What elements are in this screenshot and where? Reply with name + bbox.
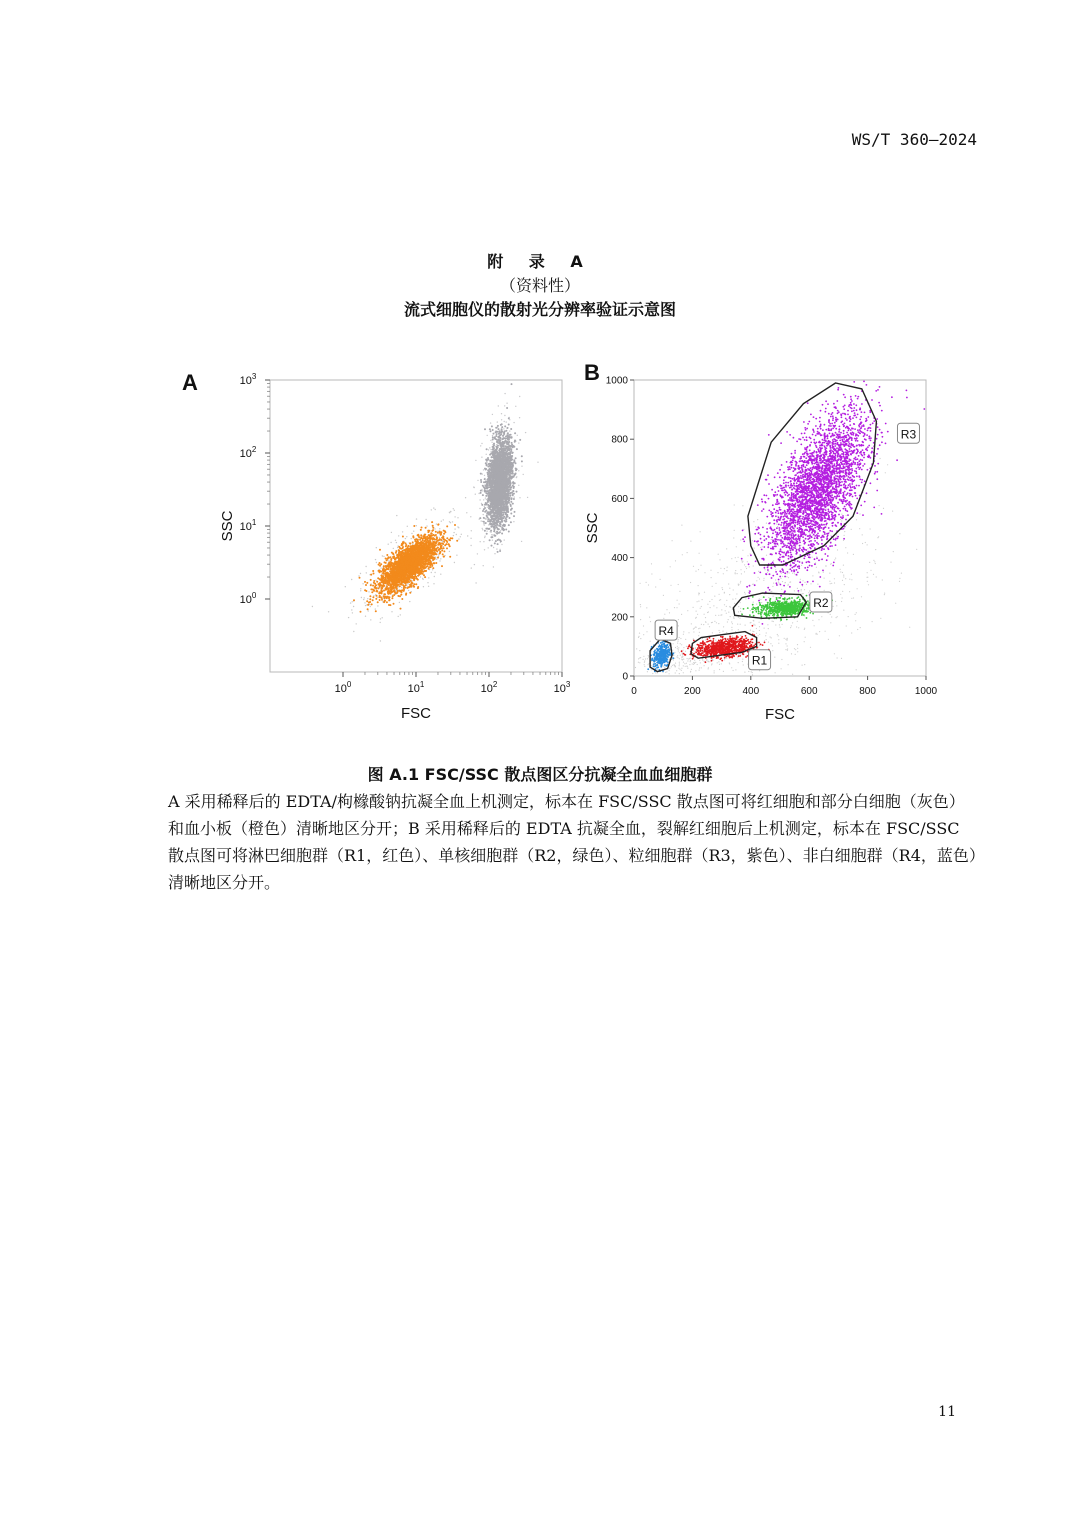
y-tick-label: $10^0$ xyxy=(239,591,257,606)
gate-label: R1 xyxy=(751,653,768,668)
gate-label: R4 xyxy=(658,624,674,639)
y-tick-label: 0 xyxy=(622,671,628,683)
gate-label: R2 xyxy=(813,596,829,610)
appendix-label: 附 录 A xyxy=(487,252,593,271)
x-tick-label: 400 xyxy=(742,686,760,697)
x-tick-label: 800 xyxy=(859,686,876,697)
x-tick-label: $10^3$ xyxy=(553,680,571,695)
page-number: 11 xyxy=(938,1404,956,1420)
gate-label: R3 xyxy=(900,427,917,442)
panel-a-ylabel: SSC xyxy=(219,510,236,542)
x-tick-label: 1000 xyxy=(914,686,938,697)
x-tick-label: 200 xyxy=(684,686,701,697)
panel-b xyxy=(584,360,938,723)
y-tick-label: $10^3$ xyxy=(239,372,257,387)
y-tick-label: 200 xyxy=(611,612,628,624)
y-tick-label: 400 xyxy=(611,553,628,565)
y-tick-label: $10^1$ xyxy=(239,518,257,533)
appendix-type: （资料性） xyxy=(499,276,580,295)
panel-b-letter: B xyxy=(584,360,600,385)
x-tick-label: $10^2$ xyxy=(480,680,498,695)
panel-a-xlabel: FSC xyxy=(401,705,431,722)
figure-caption: 图 A.1 FSC/SSC 散点图区分抗凝全血血细胞群 xyxy=(367,765,713,784)
x-tick-label: 0 xyxy=(631,686,637,697)
y-tick-label: 1000 xyxy=(605,375,628,387)
x-tick-label: $10^1$ xyxy=(407,680,425,695)
y-tick-label: 600 xyxy=(611,493,628,505)
x-tick-label: $10^0$ xyxy=(334,680,352,695)
appendix-title: 流式细胞仪的散射光分辨率验证示意图 xyxy=(403,300,676,319)
panel-a xyxy=(182,370,571,722)
panel-b-xlabel: FSC xyxy=(765,706,795,723)
y-tick-label: $10^2$ xyxy=(239,445,257,460)
x-tick-label: 600 xyxy=(800,686,818,697)
standard-code: WS/T 360—2024 xyxy=(851,130,977,149)
flow-cytometry-figure xyxy=(0,0,1080,760)
y-tick-label: 800 xyxy=(611,434,628,446)
panel-b-ylabel: SSC xyxy=(584,512,601,544)
figure-note: A 采用稀释后的 EDTA/枸橼酸钠抗凝全血上机测定，标本在 FSC/SSC 散点图可将红细胞和部分白细胞（灰色）和血小板（橙色）清晰地区分开；B 采用稀释后的 EDTA 抗凝全血，裂解红细胞后上机测定，标本在 FSC/SSC 散点图可将淋巴细胞群（R1，红色）、单核细胞群（R2，绿色）、粒细胞群（R3，紫色）、非白细胞群（R4，蓝色）清晰地区分开。 xyxy=(168,792,977,892)
panel-a-letter: A xyxy=(182,370,198,395)
